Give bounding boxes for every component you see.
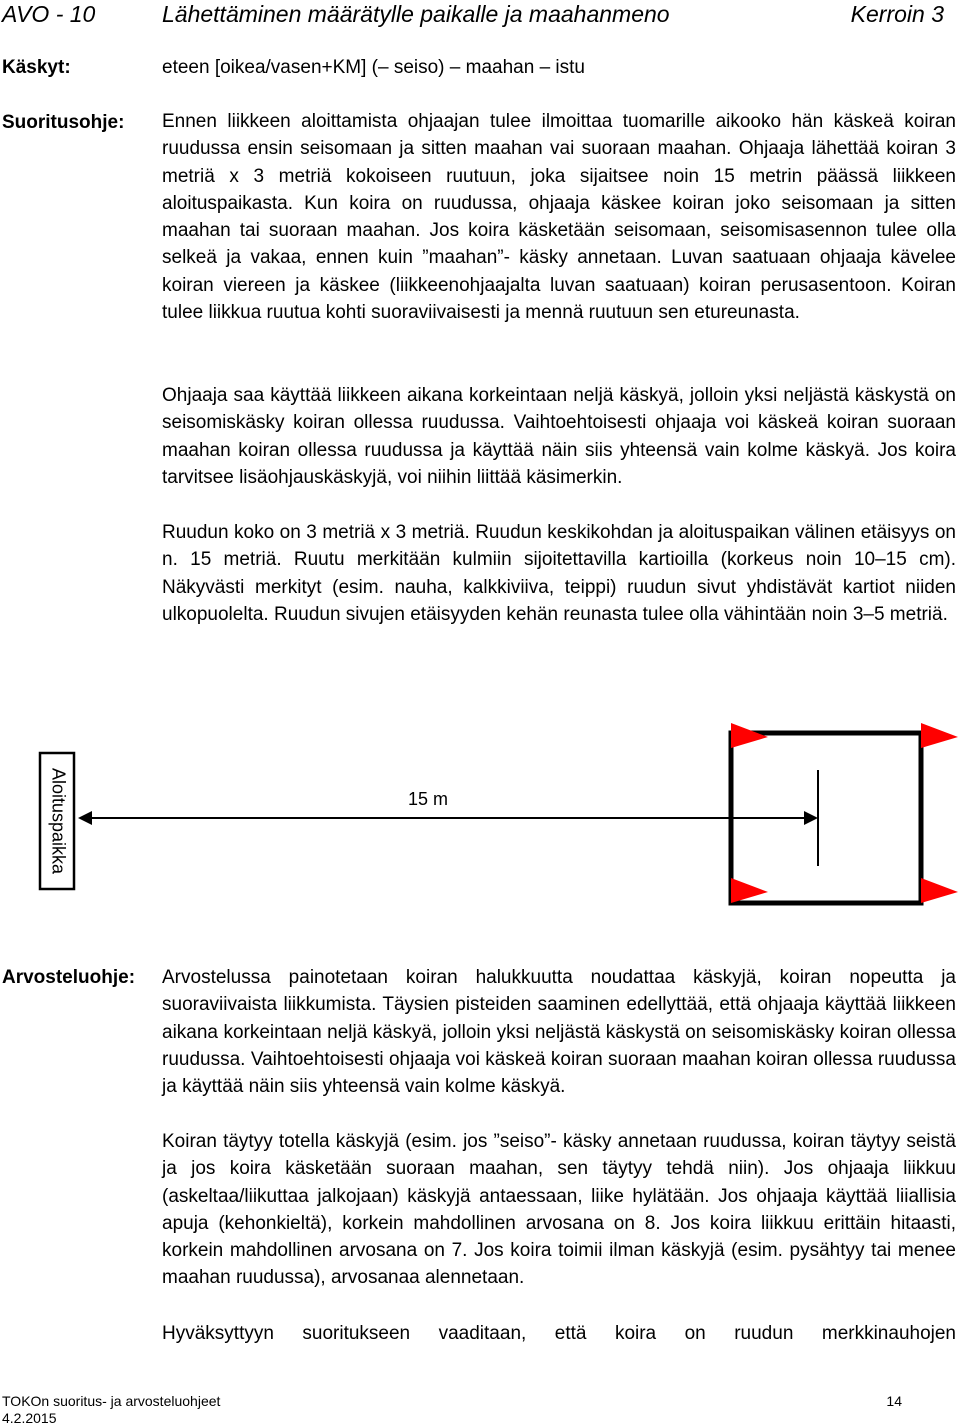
coefficient: Kerroin 3 xyxy=(850,1,944,27)
commands-label: Käskyt: xyxy=(2,57,71,78)
footer-title: TOKOn suoritus- ja arvosteluohjeet xyxy=(2,1393,221,1409)
exercise-title: Lähettäminen määrätylle paikalle ja maahanmeno xyxy=(162,1,670,27)
commands-text: eteen [oikea/vasen+KM] (– seiso) – maahan – istu xyxy=(162,57,585,78)
evaluation-paragraph: Koiran täytyy totella käskyjä (esim. jos ”seiso”- käsky annetaan ruudussa, koiran täytyy seistä ja jos koira käsketään suoraan maahan, sen täytyy tehdä niin). Jos ohjaaja liikkuu (askeltaa/liikuttaa jalkojaan) käskyjä antaessaan, liike hylätään. Jos ohjaaja käyttää liiallisia apuja (kehonkieltä), korkein mahdollinen arvosana on 8. Jos koira liikkuu erittäin hitaasti, korkein mahdollinen arvosana on 7. Jos koira toimii ilman käskyjä (esim. pysähtyy tai menee maahan ruudussa), arvosanaa alennetaan. xyxy=(162,1131,956,1289)
instructions-paragraph: Ruudun koko on 3 metriä x 3 metriä. Ruudun keskikohdan ja aloituspaikan välinen etäisyys on n. 15 metriä. Ruutu merkitään kulmiin sijoitettavilla kartioilla (korkeus noin 10–15 cm). Näkyvästi merkityt (esim. nauha, kalkkiviiva, teippi) ruudun sivut yhdistävät kartiot niiden ulkopuolelta. Ruudun sivujen etäisyyden kehän reunasta tulee olla vähintään noin 3–5 metriä. xyxy=(162,522,956,625)
cone-top-left-icon xyxy=(731,723,768,748)
arrowhead-right xyxy=(804,811,818,825)
start-label: Aloituspaikka xyxy=(48,767,69,875)
instructions-label: Suoritusohje: xyxy=(2,112,125,133)
distance-label: 15 m xyxy=(407,789,449,809)
cone-top-right-icon xyxy=(921,723,958,748)
evaluation-label: Arvosteluohje: xyxy=(2,967,136,988)
instructions-paragraph: Ohjaaja saa käyttää liikkeen aikana korkeintaan neljä käskyä, jolloin yksi neljästä käskystä on seisomiskäsky koiran ollessa ruudussa. Vaihtoehtoisesti ohjaaja voi käskeä koiran suoraan maahan koiran ollessa ruudussa ja käyttää näin siis yhteensä vain kolme käskyä. Jos koira tarvitsee lisäohjauskäskyjä, voi niihin liittää käsimerkin. xyxy=(162,385,956,488)
exercise-code: AVO - 10 xyxy=(2,1,96,27)
page-number: 14 xyxy=(886,1393,902,1409)
evaluation-paragraph: Arvostelussa painotetaan koiran halukkuutta noudattaa käskyjä, koiran nopeutta ja suoraviivaista liikkumista. Täysien pisteiden saaminen edellyttää, että ohjaaja käyttää liikkeen aikana korkeintaan neljä käskyä, jolloin yksi neljästä käskystä on seisomiskäsky koiran ollessa ruudussa. Vaihtoehtoisesti ohjaaja voi käskeä koiran suoraan maahan koiran ollessa ruudussa ja käyttää näin siis yhteensä vain kolme käskyä. xyxy=(162,967,956,1098)
evaluation-para-2 xyxy=(162,1128,956,1292)
arrowhead-left xyxy=(78,811,92,825)
instructions-paragraph: Ennen liikkeen aloittamista ohjaajan tulee ilmoittaa tuomarille aikooko hän käskeä koiran ruudussa ensin seisomaan ja sitten maahan vai suoraan maahan. Ohjaaja lähettää koiran 3 metriä x 3 metriä kokoiseen ruutuun, joka sijaitsee noin 15 metrin päässä liikkeen aloituspaikasta. Kun koira on ruudussa, ohjaaja käskee koiran joko seisomaan ja sitten maahan tai suoraan maahan. Jos koira käsketään seisomaan, seisomisasennon tulee olla selkeä ja vakaa, ennen kuin ”maahan”- käsky annetaan. Luvan saatuaan ohjaaja kävelee koiran viereen ja käskee (liikkeenohjaajalta luvan saatuaan) koiran perusasentoon. Koiran tulee liikkua ruutua kohti suoraviivaisesti ja mennä ruutuun sen etureunasta. xyxy=(162,111,956,324)
evaluation-paragraph: Hyväksyttyyn suoritukseen vaaditaan, että koira on ruudun merkkinauhojen xyxy=(162,1323,956,1344)
cone-bottom-right-icon xyxy=(921,878,958,903)
cone-bottom-left-icon xyxy=(731,878,768,903)
footer-date: 4.2.2015 xyxy=(2,1410,57,1426)
evaluation-para-3 xyxy=(162,1320,956,1347)
evaluation-para-1 xyxy=(162,964,956,1100)
